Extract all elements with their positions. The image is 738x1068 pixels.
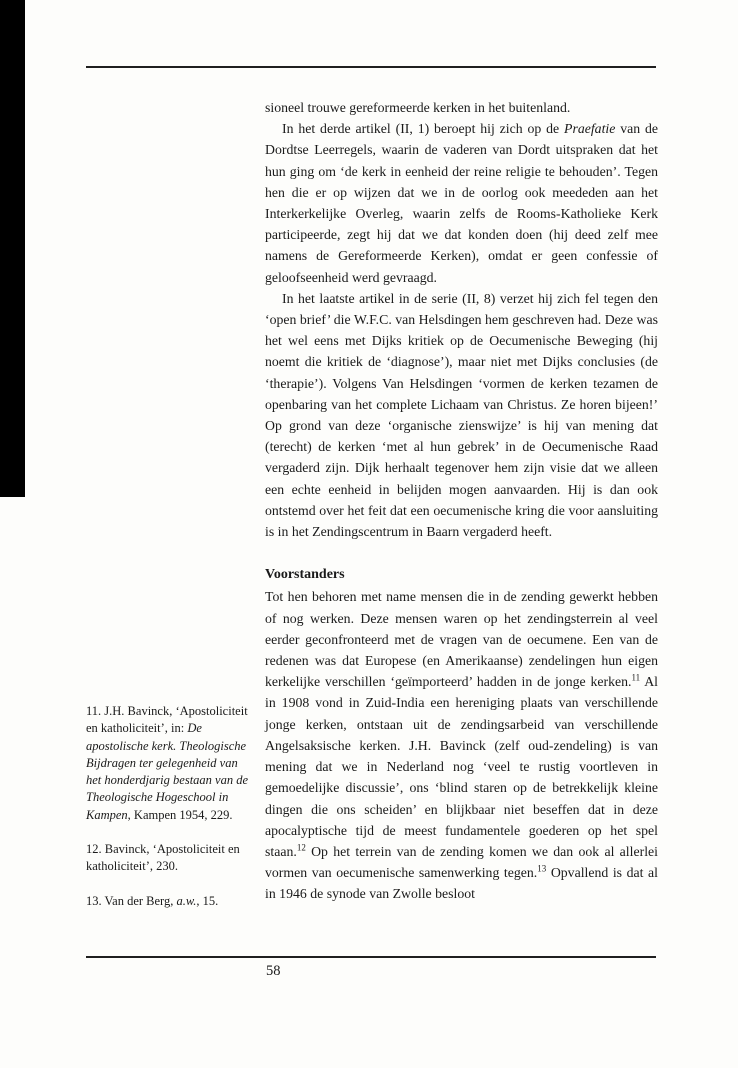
margin-notes [86,703,256,910]
section-heading: Voorstanders [265,567,345,583]
paragraph: In het derde artikel (II, 1) beroept hij zich op de Praefatie van de Dordtse Leerregels, waarin de vaderen van Dordt uitspraken dat het hun ging om ‘de kerk in eenheid der reine religie te behouden’. Tegen hen die er op wijzen dat we in de oorlog ook meededen aan het Interkerkelijke Overleg, waarin zelfs de Rooms-Katholieke Kerk participeerde, zegt hij dat we dat konden doen (hij deed zelf mee namens de Gereformeerde Kerken), omdat er geen confessie of geloofseenheid werd gevraagd. [265,121,658,285]
page-number: 58 [266,963,281,979]
paragraph: In het laatste artikel in de serie (II, 8) verzet hij zich fel tegen den ‘open brief’ die W.F.C. van Helsdingen hem geschreven had. Deze was het wel eens met Dijks kritiek op de Oecumenische Beweging (hij noemt die kritiek de ‘diagnose’), maar niet met Dijks conclusies (de ‘therapie’). Volgens Van Helsdingen ‘vormen de kerken tezamen de openbaring van het complete Lichaam van Christus. Ze horen bijeen!’ Op grond van deze ‘organische zienswijze’ is hij van mening dat (terecht) de kerken ‘met al hun gebrek’ in de Oecumenische Raad vergaderd zijn. Dijk herhaalt tegenover hem zijn visie dat we alleen een echte eenheid in belijden mogen aanvaarden. Hij is dan ook ontstemd over het feit dat een oecumenische kring die voor aansluiting is in het Zendingscentrum in Baarn vergaderd heeft. [265,290,658,540]
paragraph: sioneel trouwe gereformeerde kerken in het buitenland. [265,100,571,115]
margin-note: 11. J.H. Bavinck, ‘Apostoliciteit en katholiciteit’, in: De apostolische kerk. Theologische Bijdragen ter gelegenheid van het honderdjarig bestaan van de Theologische Hogeschool in Kampen, Kampen 1954, 229. [86,704,249,822]
margin-note: 13. Van der Berg, a.w., 15. [86,893,219,908]
top-rule [86,66,656,68]
paragraph: Tot hen behoren met name mensen die in de zending gewerkt hebben of nog werken. Deze mensen waren op het zendingsterrein al veel eerder geconfronteerd met de vragen van de oecumene. Een van de redenen was dat Europese (en Amerikaanse) zendelingen hun eigen kerkelijke verschillen ‘geïmporteerd’ hadden in de jonge kerken.$^{11}$ Al in 1908 vond in Zuid-India een hereniging plaats van verschillende jonge kerken, ontstaan uit de zendingsarbeid van verschillende Angelsaksische kerken. J.H. Bavinck (zelf oud-zendeling) is van mening dat we in Nederland nog ‘veel te rustig voortleven in gemoedelijke discussie’, ons ‘blind staren op de betrekkelijk kleine dingen die ons scheiden’ en blijkbaar niet beseffen dat in deze apocalyptische tijd de meest fundamentele goederen op het spel staan.$^{12}$ Op het terrein van de zending komen we dan ook al allerlei vormen van oecumenische samenwerking tegen.$^{13}$ Opvallend is dat al in 1946 de synode van Zwolle besloot [265,589,658,902]
main-text [265,97,658,905]
bottom-rule [86,956,656,958]
margin-note: 12. Bavinck, ‘Apostoliciteit en katholiciteit’, 230. [86,842,240,874]
spine-bar [0,0,25,497]
